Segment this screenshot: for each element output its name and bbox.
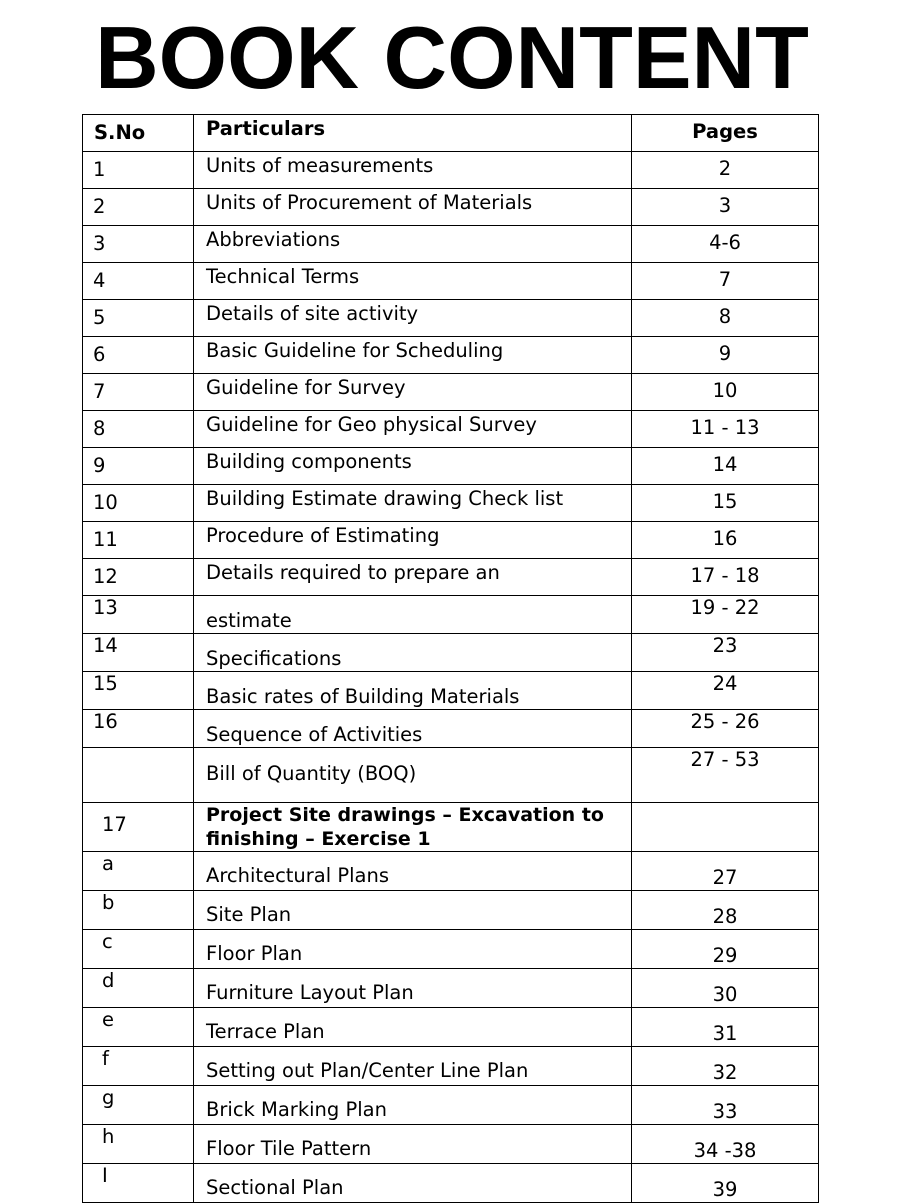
row-sno-cell (83, 1047, 194, 1086)
row-particulars: Procedure of Estimating (206, 524, 440, 547)
row-sno: h (102, 1125, 115, 1148)
row-particulars: Guideline for Survey (206, 376, 406, 399)
row-particulars: Sequence of Activities (206, 723, 423, 746)
row-pages: 2 (718, 157, 732, 180)
row-particulars-cell (194, 748, 632, 803)
row-pages: 27 - 53 (690, 748, 760, 771)
row-particulars: Units of measurements (206, 154, 434, 177)
row-pages: 17 - 18 (690, 564, 760, 587)
row-pages-cell (632, 710, 819, 748)
header-sno-cell (83, 115, 194, 152)
contents-table (82, 114, 819, 1203)
row-sno-cell (83, 748, 194, 803)
row-particulars-cell (194, 930, 632, 969)
table-row (83, 596, 819, 634)
row-sno: 15 (93, 672, 118, 695)
header-sno: S.No (94, 121, 146, 144)
row-sno-cell (83, 930, 194, 969)
row-sno-cell (83, 263, 194, 300)
row-pages: 23 (712, 634, 738, 657)
row-particulars-cell (194, 1086, 632, 1125)
row-sno: 4 (93, 269, 106, 292)
row-pages: 3 (718, 194, 732, 217)
row-sno: 16 (93, 710, 118, 733)
row-particulars: Technical Terms (206, 265, 360, 288)
row-sno-cell (83, 1086, 194, 1125)
row-pages: 19 - 22 (690, 596, 760, 619)
row-sno: I (102, 1164, 108, 1187)
row-particulars-cell (194, 152, 632, 189)
row-particulars: estimate (206, 609, 292, 632)
row-particulars-cell (194, 1047, 632, 1086)
row-pages-cell (632, 448, 819, 485)
row-particulars-cell (194, 891, 632, 930)
table-row (83, 226, 819, 263)
row-sno-cell (83, 374, 194, 411)
table-row (83, 852, 819, 891)
row-sno: 12 (93, 565, 118, 588)
row-particulars: Floor Tile Pattern (206, 1137, 372, 1160)
table-row (83, 559, 819, 596)
row-sno: 9 (93, 454, 106, 477)
table-row (83, 411, 819, 448)
table-row (83, 1164, 819, 1203)
row-pages: 9 (718, 342, 732, 365)
row-sno-cell (83, 969, 194, 1008)
table-row (83, 337, 819, 374)
row-pages-cell (632, 485, 819, 522)
row-pages-cell (632, 748, 819, 803)
row-particulars: Sectional Plan (206, 1176, 344, 1199)
row-sno-cell (83, 189, 194, 226)
row-pages: 10 (712, 379, 738, 402)
row-pages-cell (632, 522, 819, 559)
row-particulars-cell (194, 263, 632, 300)
row-sno-cell (83, 300, 194, 337)
row-particulars: Site Plan (206, 903, 292, 926)
row-particulars: Basic rates of Building Materials (206, 685, 520, 708)
row-sno-cell (83, 852, 194, 891)
row-sno: f (102, 1047, 109, 1070)
row-sno-cell (83, 152, 194, 189)
row-sno-cell (83, 596, 194, 634)
contents-table-body (83, 115, 819, 1203)
row-sno: 7 (93, 380, 106, 403)
row-particulars: Basic Guideline for Scheduling (206, 339, 504, 362)
row-pages-cell (632, 596, 819, 634)
row-sno: 1 (93, 158, 106, 181)
row-particulars: Furniture Layout Plan (206, 981, 414, 1004)
row-pages: 7 (718, 268, 732, 291)
row-particulars-cell (194, 634, 632, 672)
row-pages-cell (632, 1086, 819, 1125)
row-pages-cell (632, 1125, 819, 1164)
table-row (83, 263, 819, 300)
row-pages-cell (632, 374, 819, 411)
row-sno: 11 (93, 528, 118, 551)
row-pages: 16 (712, 527, 738, 550)
table-row (83, 1008, 819, 1047)
row-particulars: Architectural Plans (206, 864, 390, 887)
row-particulars: Specifications (206, 647, 342, 670)
row-particulars: Details required to prepare an (206, 561, 500, 584)
row-pages-cell (632, 891, 819, 930)
row-pages-cell (632, 559, 819, 596)
row-particulars-cell (194, 969, 632, 1008)
row-pages-cell (632, 263, 819, 300)
row-particulars: Building Estimate drawing Check list (206, 487, 564, 510)
row-pages-cell (632, 337, 819, 374)
row-sno-cell (83, 803, 194, 852)
table-row (83, 710, 819, 748)
row-sno: 10 (93, 491, 118, 514)
row-pages: 8 (718, 305, 732, 328)
row-particulars: Brick Marking Plan (206, 1098, 387, 1121)
row-sno: 3 (93, 232, 106, 255)
row-particulars: Terrace Plan (206, 1020, 325, 1043)
table-row (83, 485, 819, 522)
row-sno-cell (83, 710, 194, 748)
row-pages-cell (632, 1047, 819, 1086)
row-particulars: Bill of Quantity (BOQ) (206, 762, 417, 785)
row-sno-cell (83, 672, 194, 710)
row-pages-cell (632, 411, 819, 448)
row-sno: 6 (93, 343, 106, 366)
row-sno-cell (83, 891, 194, 930)
row-sno: 17 (102, 813, 127, 836)
row-particulars: Setting out Plan/Center Line Plan (206, 1059, 529, 1082)
row-sno-cell (83, 1164, 194, 1203)
row-sno: 5 (93, 306, 106, 329)
row-sno-cell (83, 522, 194, 559)
row-particulars: Details of site activity (206, 302, 419, 325)
table-row (83, 448, 819, 485)
row-particulars: Guideline for Geo physical Survey (206, 413, 537, 436)
row-particulars-cell (194, 411, 632, 448)
row-particulars-cell (194, 189, 632, 226)
row-sno: e (102, 1008, 114, 1031)
row-sno: g (102, 1086, 115, 1109)
table-row (83, 672, 819, 710)
row-pages: 25 - 26 (690, 710, 760, 733)
row-pages: 34 -38 (693, 1139, 757, 1162)
row-sno-cell (83, 226, 194, 263)
row-pages: 31 (712, 1022, 738, 1045)
row-pages-cell (632, 1164, 819, 1203)
row-particulars-cell (194, 374, 632, 411)
row-pages-cell (632, 634, 819, 672)
table-row (83, 1086, 819, 1125)
table-row (83, 189, 819, 226)
table-row (83, 748, 819, 803)
row-particulars: Building components (206, 450, 412, 473)
row-sno (83, 748, 193, 757)
table-row (83, 634, 819, 672)
row-sno: 8 (93, 417, 106, 440)
row-pages: 29 (712, 944, 738, 967)
row-sno-cell (83, 411, 194, 448)
row-pages-cell (632, 930, 819, 969)
row-pages-cell (632, 672, 819, 710)
row-pages: 24 (712, 672, 738, 695)
row-pages-cell (632, 189, 819, 226)
row-pages-cell (632, 152, 819, 189)
row-sno-cell (83, 337, 194, 374)
table-header-row (83, 115, 819, 152)
table-row (83, 969, 819, 1008)
row-particulars: Floor Plan (206, 942, 303, 965)
row-pages-cell (632, 1008, 819, 1047)
row-particulars-cell (194, 226, 632, 263)
row-particulars-cell (194, 852, 632, 891)
table-row (83, 1047, 819, 1086)
row-sno-cell (83, 559, 194, 596)
table-row (83, 300, 819, 337)
row-pages-cell (632, 852, 819, 891)
row-pages: 33 (712, 1100, 738, 1123)
row-pages-cell (632, 803, 819, 852)
row-pages: 28 (712, 905, 738, 928)
row-particulars: Abbreviations (206, 228, 341, 251)
table-row (83, 522, 819, 559)
row-pages-cell (632, 969, 819, 1008)
table-row (83, 374, 819, 411)
row-sno: d (102, 969, 115, 992)
row-particulars-cell (194, 1008, 632, 1047)
row-sno: 14 (93, 634, 118, 657)
row-particulars-cell (194, 337, 632, 374)
row-sno-cell (83, 448, 194, 485)
row-particulars-cell (194, 559, 632, 596)
row-pages: 39 (712, 1178, 738, 1201)
row-sno: a (102, 852, 114, 875)
row-pages: 4-6 (709, 231, 741, 254)
row-sno: c (102, 930, 113, 953)
row-particulars-cell (194, 522, 632, 559)
row-particulars-cell (194, 448, 632, 485)
row-particulars-cell (194, 672, 632, 710)
header-pages: Pages (692, 120, 758, 143)
row-pages-cell (632, 226, 819, 263)
row-pages: 32 (712, 1061, 738, 1084)
header-particulars: Particulars (206, 117, 326, 140)
row-particulars-cell (194, 485, 632, 522)
row-particulars: Units of Procurement of Materials (206, 191, 533, 214)
table-row (83, 803, 819, 852)
row-particulars-cell (194, 1125, 632, 1164)
row-particulars-cell (194, 596, 632, 634)
row-particulars-cell (194, 710, 632, 748)
row-pages (632, 803, 818, 812)
row-particulars: Project Site drawings – Excavation to finishing – Exercise 1 (206, 804, 604, 850)
row-pages-cell (632, 300, 819, 337)
table-row (83, 930, 819, 969)
row-sno: b (102, 891, 115, 914)
table-row (83, 1125, 819, 1164)
row-pages: 11 - 13 (690, 416, 760, 439)
page-title: BOOK CONTENT (95, 8, 809, 107)
row-sno-cell (83, 634, 194, 672)
row-particulars-cell (194, 300, 632, 337)
row-sno: 2 (93, 195, 106, 218)
row-pages: 30 (712, 983, 738, 1006)
row-sno-cell (83, 485, 194, 522)
row-sno: 13 (93, 596, 118, 619)
header-particulars-cell (194, 115, 632, 152)
row-pages: 14 (712, 453, 738, 476)
row-sno-cell (83, 1008, 194, 1047)
row-pages: 27 (712, 866, 738, 889)
row-pages: 15 (712, 490, 738, 513)
row-sno-cell (83, 1125, 194, 1164)
row-particulars-cell (194, 1164, 632, 1203)
table-row (83, 891, 819, 930)
row-particulars-cell (194, 803, 632, 852)
header-pages-cell (632, 115, 819, 152)
table-row (83, 152, 819, 189)
